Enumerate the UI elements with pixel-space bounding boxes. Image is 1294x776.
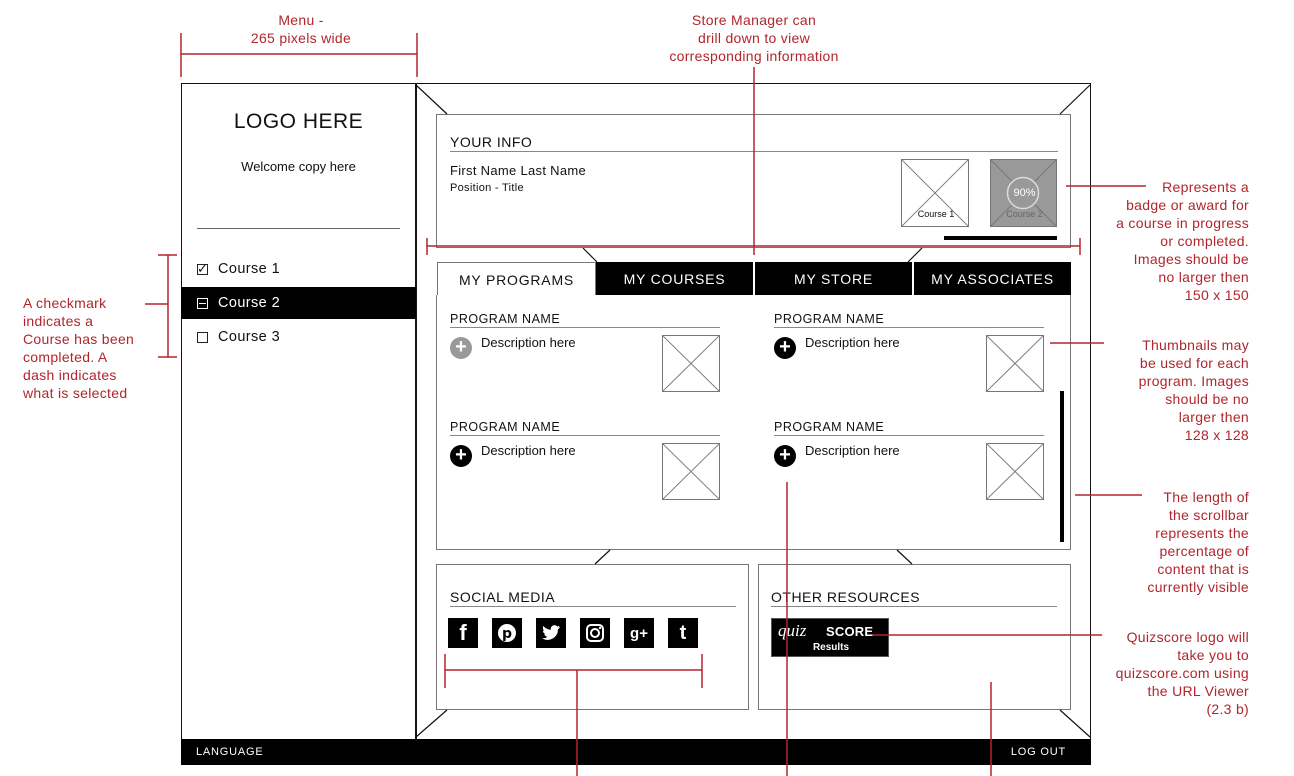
- annotation-checkmark: A checkmark indicates a Course has been completed. A dash indicates what is selected: [23, 295, 135, 401]
- annotation-badge: Represents a badge or award for a course in progress or completed. Images should be no larger then 150 x 150: [1116, 179, 1249, 303]
- user-name: First Name Last Name: [450, 163, 587, 178]
- your-info-heading: YOUR INFO: [450, 134, 533, 150]
- google-plus-icon[interactable]: g+: [624, 618, 654, 648]
- badge-course-2[interactable]: [990, 159, 1057, 227]
- tab-my-programs[interactable]: MY PROGRAMS: [437, 262, 596, 296]
- add-program-icon[interactable]: +: [774, 337, 796, 359]
- badge-course-1[interactable]: [901, 159, 969, 227]
- add-program-icon[interactable]: +: [450, 445, 472, 467]
- add-program-icon[interactable]: +: [774, 445, 796, 467]
- footer-bar: [181, 739, 1091, 765]
- image-placeholder-icon: [663, 444, 719, 499]
- checkbox-checked-icon: ✓: [197, 260, 209, 276]
- svg-text:p: p: [501, 626, 513, 642]
- program-rule: [450, 327, 720, 328]
- pinterest-glyph: [496, 622, 518, 644]
- badge-progress-bar: [944, 236, 1057, 240]
- annotation-scrollbar: The length of the scrollbar represents the percentage of content that is currently visible: [1147, 489, 1249, 595]
- other-resources-heading: OTHER RESOURCES: [771, 589, 921, 605]
- program-thumbnail[interactable]: [662, 335, 720, 392]
- badge-label: Course 2: [1006, 209, 1043, 219]
- annotation-menu-width: Menu - 265 pixels wide: [250, 12, 352, 46]
- program-tabs: [437, 262, 1071, 296]
- program-name: PROGRAM NAME: [450, 420, 561, 434]
- social-media-rule: [450, 606, 736, 607]
- progress-percent: 90%: [1013, 187, 1036, 199]
- tab-my-courses[interactable]: MY COURSES: [596, 262, 755, 296]
- quizscore-logo-link[interactable]: [771, 618, 889, 657]
- other-resources-rule: [771, 606, 1057, 607]
- program-thumbnail[interactable]: [986, 335, 1044, 392]
- facebook-icon[interactable]: f: [448, 618, 478, 648]
- twitter-bird-glyph: [540, 622, 562, 644]
- program-rule: [774, 327, 1044, 328]
- program-description: Description here: [805, 335, 900, 350]
- social-media-heading: SOCIAL MEDIA: [450, 589, 556, 605]
- welcome-copy: Welcome copy here: [241, 159, 356, 174]
- checkbox-empty-icon: [197, 332, 208, 343]
- annotation-quizscore: Quizscore logo will take you to quizscore.com using the URL Viewer (2.3 b): [1115, 629, 1249, 717]
- menu-divider-rule: [197, 228, 400, 229]
- badge-label: Course 1: [917, 209, 955, 219]
- program-name: PROGRAM NAME: [774, 420, 885, 434]
- tumblr-icon[interactable]: t: [668, 618, 698, 648]
- logout-link[interactable]: LOG OUT: [1010, 746, 1066, 758]
- tab-my-store[interactable]: MY STORE: [755, 262, 914, 296]
- sidebar-item-course-3[interactable]: [181, 321, 416, 353]
- user-position: Position - Title: [450, 182, 524, 194]
- program-rule: [774, 435, 1044, 436]
- programs-scrollbar[interactable]: [1060, 391, 1064, 542]
- sidebar-item-course-1[interactable]: [181, 253, 416, 285]
- your-info-rule: [450, 151, 1058, 152]
- image-placeholder-icon: [663, 336, 719, 391]
- course-label: Course 3: [218, 329, 281, 345]
- tab-my-associates[interactable]: MY ASSOCIATES: [914, 262, 1071, 296]
- checkbox-dash-icon: [197, 298, 208, 309]
- program-rule: [450, 435, 720, 436]
- instagram-icon[interactable]: [580, 618, 610, 648]
- logo[interactable]: LOGO HERE: [233, 110, 364, 133]
- image-placeholder-icon: [987, 444, 1043, 499]
- program-description: Description here: [481, 335, 576, 350]
- program-description: Description here: [805, 443, 900, 458]
- add-program-icon[interactable]: +: [450, 337, 472, 359]
- annotation-thumbnails: Thumbnails may be used for each program. Images should be no larger then 128 x 128: [1138, 337, 1249, 443]
- program-name: PROGRAM NAME: [450, 312, 561, 326]
- program-name: PROGRAM NAME: [774, 312, 885, 326]
- image-placeholder-icon: [987, 336, 1043, 391]
- quizscore-results: Results: [812, 642, 850, 653]
- twitter-icon[interactable]: [536, 618, 566, 648]
- menu-divider: [415, 83, 417, 739]
- program-description: Description here: [481, 443, 576, 458]
- pinterest-icon[interactable]: [492, 618, 522, 648]
- quizscore-bold: SCORE: [826, 624, 874, 639]
- course-label: Course 1: [218, 261, 281, 277]
- annotation-store-manager: Store Manager can drill down to view corresponding information: [669, 12, 839, 64]
- course-label: Course 2: [218, 295, 281, 311]
- language-link[interactable]: LANGUAGE: [196, 746, 264, 758]
- instagram-camera-glyph: [584, 622, 606, 644]
- quizscore-italic: quiz: [778, 621, 807, 640]
- program-thumbnail[interactable]: [662, 443, 720, 500]
- sidebar-item-course-2[interactable]: [181, 287, 416, 319]
- program-thumbnail[interactable]: [986, 443, 1044, 500]
